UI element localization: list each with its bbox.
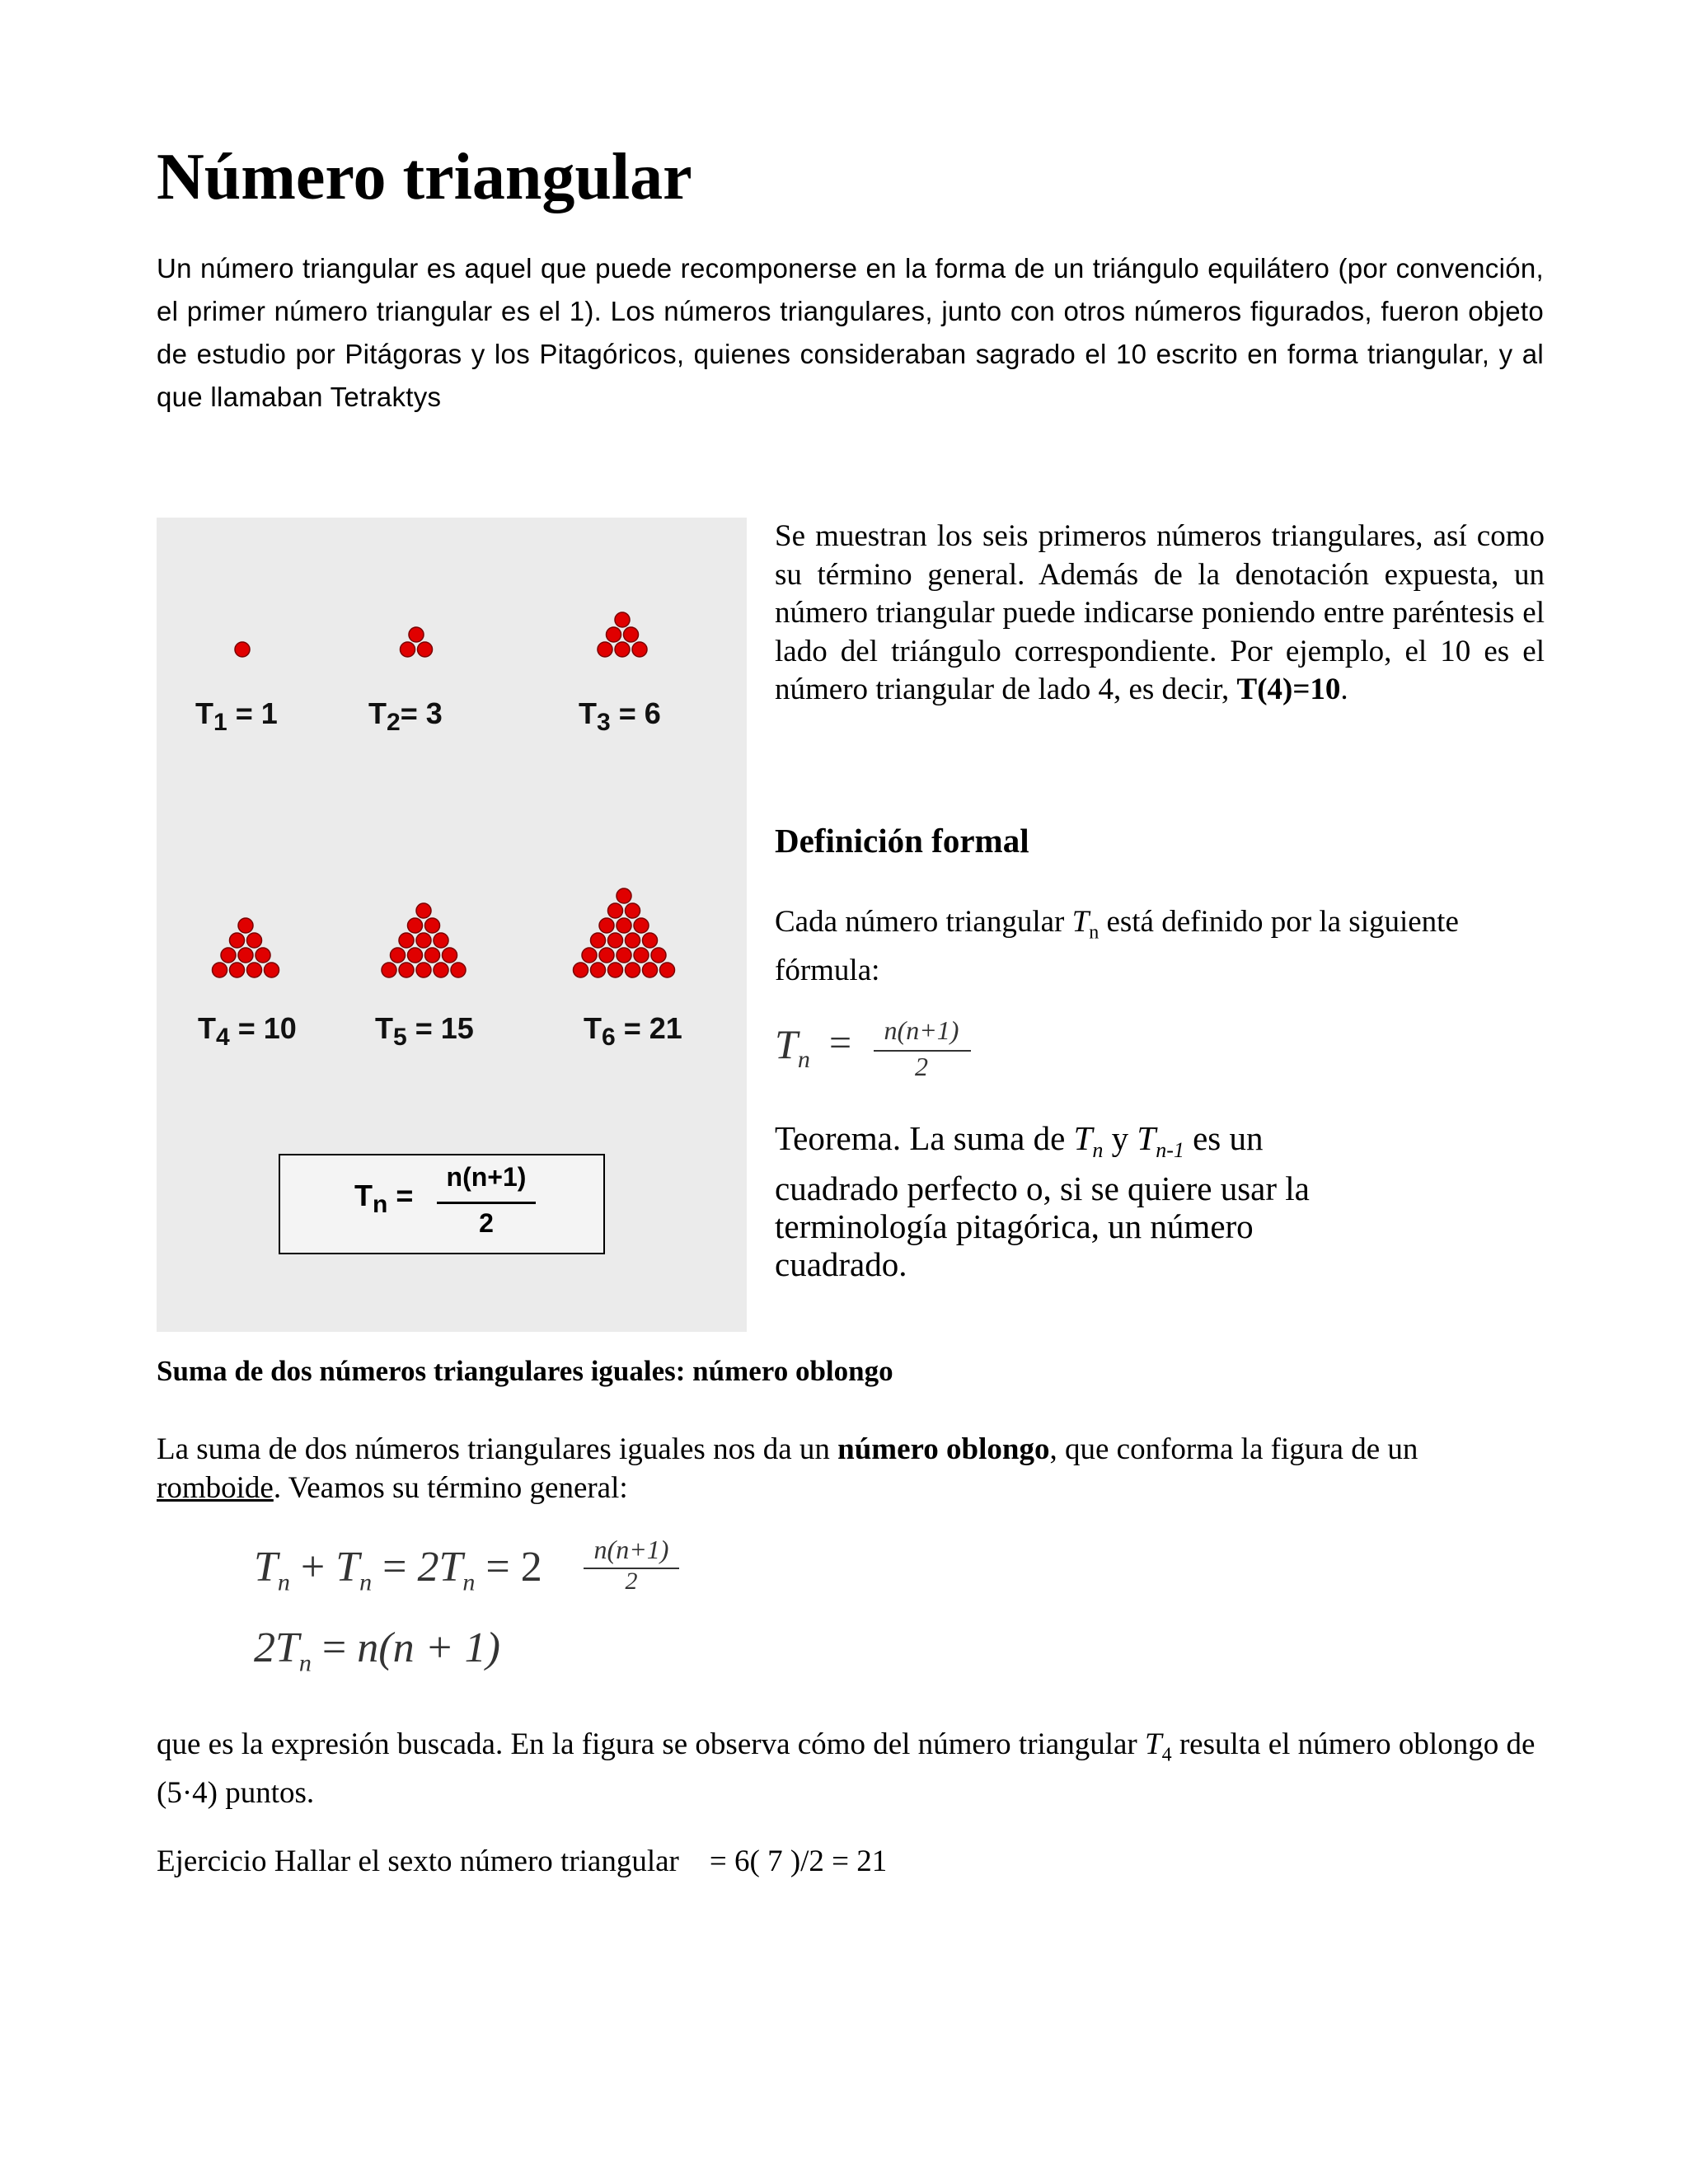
dot-t4 <box>230 963 245 977</box>
formula-box-denominator: 2 <box>479 1208 494 1238</box>
dot-t3 <box>607 627 621 642</box>
dot-t4 <box>230 933 245 948</box>
formula-lhs: $T_n$ <box>775 1021 810 1073</box>
theorem-text: Teorema. La suma de $T_n$ y $T_{n-1}$ es un cuadrado perfecto o, si se quiere usar la terminología pitagórica, un número cuadrado. <box>775 1119 1310 1284</box>
dot-t4 <box>213 963 227 977</box>
dot-t6 <box>608 903 623 918</box>
dot-t5 <box>416 963 431 977</box>
dot-t6 <box>608 963 623 977</box>
dot-t3 <box>615 642 630 657</box>
dot-t3 <box>632 642 647 657</box>
dot-t6 <box>608 933 623 948</box>
dot-t4 <box>221 948 236 963</box>
dot-t4 <box>247 933 262 948</box>
equation-1-denominator: 2 <box>625 1568 638 1595</box>
equation-1: $T_n + T_n = 2T_n = 2$ <box>254 1544 542 1596</box>
dot-t6 <box>617 888 631 903</box>
dot-t4 <box>247 963 262 977</box>
oblong-section-heading: Suma de dos números triangulares iguales: número oblongo <box>157 1355 893 1387</box>
label-t6: $T_6 = 21$ <box>584 1011 682 1052</box>
figure-description: Se muestran los seis primeros números triangulares, así como su término general. Además de la denotación expuesta, un número triangular puede indicarse poniendo entre paréntesis el lado del triángulo correspondiente. Por ejemplo, el 10 es el número triangular de lado 4, es decir, T(4)=10. <box>775 519 1545 706</box>
dot-t4 <box>265 963 279 977</box>
dot-t5 <box>451 963 466 977</box>
dot-t5 <box>425 948 440 963</box>
dot-t5 <box>399 933 414 948</box>
formula-box-lhs: $T_n$ = <box>354 1179 414 1219</box>
dot-t5 <box>399 963 414 977</box>
dot-t6 <box>591 963 606 977</box>
formula-equals: = <box>829 1021 852 1065</box>
exercise-text: Ejercicio Hallar el sexto número triangular = 6( 7 )/2 = 21 <box>157 1844 888 1878</box>
dot-t2 <box>409 627 424 642</box>
dot-t5 <box>443 948 457 963</box>
formula-numerator: n(n+1) <box>884 1015 959 1045</box>
dot-t4 <box>256 948 270 963</box>
formula-denominator: 2 <box>915 1052 928 1081</box>
oblong-conclusion-text: que es la expresión buscada. En la figura se observa cómo del número triangular $T_4$ resulta el número oblongo de (5·4) puntos. <box>157 1727 1536 1810</box>
equation-2: $2T_n = n(n + 1)$ <box>254 1624 500 1677</box>
dot-t6 <box>634 948 649 963</box>
oblong-equations <box>247 1535 709 1699</box>
dot-t5 <box>382 963 396 977</box>
dot-t5 <box>391 948 406 963</box>
dot-t6 <box>660 963 675 977</box>
label-t3: $T_3 = 6$ <box>579 696 661 737</box>
dot-t6 <box>626 963 640 977</box>
formula-box-fraction-bar <box>437 1202 536 1204</box>
dot-t4 <box>238 918 253 933</box>
dot-t6 <box>599 948 614 963</box>
equation-1-numerator: n(n+1) <box>593 1535 669 1564</box>
dot-t3 <box>615 612 630 627</box>
intro-paragraph: Un número triangular es aquel que puede recomponerse en la forma de un triángulo equilátero (por convención, el primer número triangular es el 1). Los números triangulares, junto con otros números figurados, fueron objeto de estudio por Pitágoras y los Pitagóricos, quienes consideraban sagrado el 10 escrito en forma triangular, y al que llamaban Tetraktys <box>157 253 1544 412</box>
dot-t3 <box>624 627 639 642</box>
definition-text: Cada número triangular $T_n$ está definido por la siguiente fórmula: <box>775 905 1459 987</box>
dot-t6 <box>634 918 649 933</box>
definition-formula <box>773 1015 987 1090</box>
dot-t1 <box>235 642 250 657</box>
dot-t6 <box>643 963 658 977</box>
dot-t6 <box>599 918 614 933</box>
dot-t6 <box>626 933 640 948</box>
label-t4: $T_4 = 10$ <box>198 1011 297 1052</box>
formula-box <box>279 1154 605 1254</box>
label-t2: $T_2= 3$ <box>368 696 443 737</box>
dot-t6 <box>617 918 631 933</box>
dot-t2 <box>401 642 415 657</box>
dot-t5 <box>434 963 448 977</box>
dot-t6 <box>651 948 666 963</box>
dot-t4 <box>238 948 253 963</box>
dot-t6 <box>643 933 658 948</box>
dot-t5 <box>416 903 431 918</box>
definition-heading: Definición formal <box>775 822 1029 860</box>
romboide-link[interactable]: romboide <box>157 1470 274 1505</box>
dot-t6 <box>591 933 606 948</box>
dot-t2 <box>418 642 433 657</box>
oblong-intro-text: La suma de dos números triangulares iguales nos da un número oblongo, que conforma la figura de un romboide. Veamos su término general: <box>157 1432 1418 1505</box>
dot-t3 <box>598 642 612 657</box>
label-t5: $T_5 = 15$ <box>375 1011 474 1052</box>
dot-t5 <box>408 918 423 933</box>
dot-t5 <box>416 933 431 948</box>
dot-t5 <box>434 933 448 948</box>
dot-t6 <box>617 948 631 963</box>
t4-equals-10: T(4)=10 <box>1236 673 1341 706</box>
label-t1: $T_1 = 1$ <box>195 696 278 737</box>
dot-t6 <box>574 963 588 977</box>
dot-t5 <box>408 948 423 963</box>
page-title: Número triangular <box>157 141 692 213</box>
dot-t6 <box>626 903 640 918</box>
triangular-numbers-figure <box>157 518 747 1332</box>
dot-t6 <box>582 948 597 963</box>
dot-t5 <box>425 918 440 933</box>
formula-box-numerator: n(n+1) <box>446 1162 527 1192</box>
